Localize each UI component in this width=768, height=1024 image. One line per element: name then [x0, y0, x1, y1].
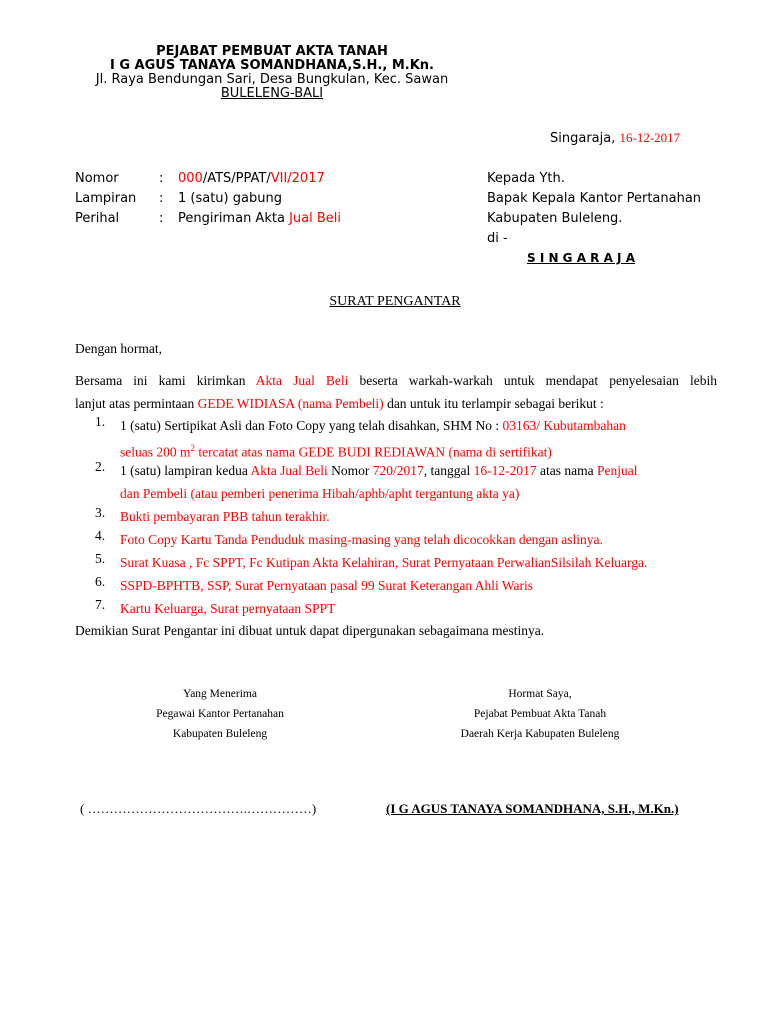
- letterhead-region: BULELENG-BALI: [220, 86, 324, 101]
- intro-line1: Bersama ini kami kirimkan Akta Jual Beli beserta warkah-warkah untuk mendapat penyelesaian lebih: [75, 373, 717, 388]
- greeting: Dengan hormat,: [75, 341, 162, 356]
- letter-date: Singaraja, 16-12-2017: [550, 130, 681, 146]
- lampiran-label: Lampiran: [75, 191, 137, 206]
- nomor-value: 000/ATS/PPAT/VII/2017: [178, 171, 325, 186]
- perihal-value: Pengiriman Akta Jual Beli: [178, 211, 341, 226]
- receiver-signature-line: ( ……………………………….……………): [80, 801, 317, 816]
- recipient-line1: Kepada Yth.: [487, 171, 565, 186]
- signature-receiver: [100, 684, 340, 744]
- recipient-block: [487, 169, 701, 249]
- sender-line2: Pejabat Pembuat Akta Tanah: [473, 708, 607, 720]
- sender-line3: Daerah Kerja Kabupaten Buleleng: [460, 728, 620, 740]
- letterhead: [80, 45, 464, 101]
- lampiran-value: 1 (satu) gabung: [178, 191, 282, 206]
- recipient-line3: Kabupaten Buleleng.: [487, 211, 623, 226]
- nomor-colon: :: [159, 171, 164, 186]
- letterhead-name: I G AGUS TANAYA SOMANDHANA,S.H., M.Kn.: [110, 58, 434, 73]
- recipient-line2: Bapak Kepala Kantor Pertanahan: [487, 191, 702, 206]
- receiver-line2: Pegawai Kantor Pertanahan: [156, 708, 284, 720]
- intro-line2: lanjut atas permintaan GEDE WIDIASA (nama Pembeli) dan untuk itu terlampir sebagai berikut :: [75, 396, 604, 411]
- recipient-city: S I N G A R A J A: [527, 251, 635, 265]
- sender-line1: Hormat Saya,: [508, 688, 572, 700]
- closing-statement: Demikian Surat Pengantar ini dibuat untuk dapat dipergunakan sebagaimana mestinya.: [75, 623, 545, 638]
- lampiran-colon: :: [159, 191, 164, 206]
- letterhead-office: PEJABAT PEMBUAT AKTA TANAH: [156, 44, 388, 59]
- sender-name: (I G AGUS TANAYA SOMANDHANA, S.H., M.Kn.): [386, 801, 679, 816]
- signature-sender: [420, 684, 660, 744]
- letter-title: SURAT PENGANTAR: [329, 294, 461, 309]
- receiver-line1: Yang Menerima: [183, 688, 257, 700]
- recipient-line4: di -: [487, 231, 508, 246]
- perihal-label: Perihal: [75, 211, 120, 226]
- receiver-line3: Kabupaten Buleleng: [172, 728, 268, 740]
- perihal-colon: :: [159, 211, 164, 226]
- nomor-label: Nomor: [75, 171, 119, 186]
- letterhead-address: Jl. Raya Bendungan Sari, Desa Bungkulan, Kec. Sawan: [95, 72, 449, 87]
